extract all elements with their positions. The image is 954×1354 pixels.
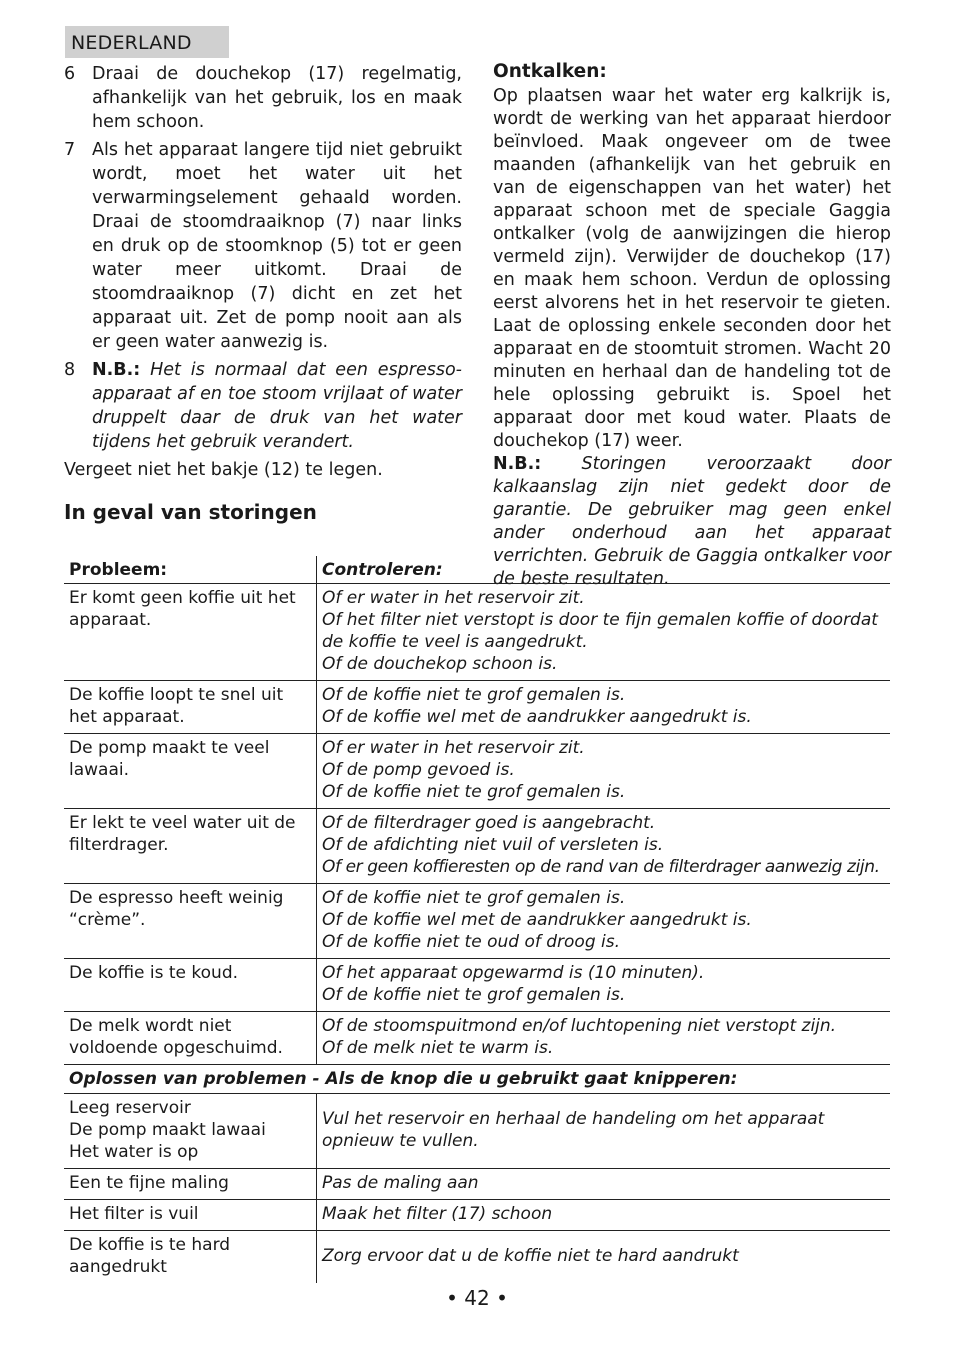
problem-cell: De melk wordt niet voldoende opgeschuimd.: [64, 1012, 317, 1065]
check-line: Of de douchekop schoon is.: [322, 654, 558, 674]
check-line: Of de koffie niet te oud of droog is.: [322, 932, 620, 952]
note-text: Storingen veroorzaakt door kalkaanslag zijn niet gedekt door de garantie. De gebruiker mag geen enkel ander onderhoud aan het apparaat verrichten. Gebruik de Gaggia ontkalker voor de beste resultaten.: [493, 454, 891, 589]
check-cell: [317, 584, 891, 681]
problem-line: Het water is op: [69, 1142, 199, 1162]
left-column: [64, 62, 462, 482]
note-label: N.B.:: [493, 454, 542, 474]
item-number: 6: [64, 64, 76, 84]
item-text: Als het apparaat langere tijd niet gebruikt wordt, moet het water uit het verwarmingselement gehaald worden. Draai de stoomdraaiknop (7) naar links en druk op de stoomknop (5) tot er geen water meer uitkomt. Draai de stoomdraaiknop (7) dicht en zet het apparaat uit. Zet de pomp nooit aan als er geen water aanwezig is.: [92, 140, 462, 352]
troubleshooting-title: In geval van storingen: [64, 500, 317, 524]
check-cell: [317, 734, 891, 809]
table-row: [64, 1200, 890, 1231]
check-line: Of de koffie niet te grof gemalen is.: [322, 685, 626, 705]
table-row: [64, 734, 890, 809]
table-row: [64, 809, 890, 884]
problem-line: Het filter is vuil: [69, 1204, 199, 1224]
note-label: N.B.:: [92, 360, 141, 380]
solution-cell: Zorg ervoor dat u de koffie niet te hard aandrukt: [322, 1246, 739, 1266]
check-cell: [317, 681, 891, 734]
descaling-heading: Ontkalken:: [493, 61, 607, 82]
problem-line: De koffie is te hard: [69, 1235, 231, 1255]
solution-cell: Pas de maling aan: [322, 1173, 479, 1193]
footer-text: Vergeet niet het bakje (12) te legen.: [64, 460, 383, 480]
check-line: Of de afdichting niet vuil of versleten is.: [322, 835, 664, 855]
solutions-header: Oplossen van problemen - Als de knop die u gebruikt gaat knipperen:: [69, 1069, 738, 1089]
problem-cell: [64, 1200, 317, 1231]
check-line: Of de koffie niet te grof gemalen is.: [322, 985, 626, 1005]
check-line: Of de pomp gevoed is.: [322, 760, 515, 780]
problem-cell: Er komt geen koffie uit het apparaat.: [64, 584, 317, 681]
check-cell: [317, 884, 891, 959]
solutions-header-row: [64, 1065, 890, 1094]
problem-line: Leeg reservoir: [69, 1098, 191, 1118]
check-line: Of er geen koffieresten op de rand van de filterdrager aanwezig zijn.: [322, 857, 880, 877]
check-cell: [317, 809, 891, 884]
item-number: 7: [64, 140, 76, 160]
check-line: Of de koffie wel met de aandrukker aangedrukt is.: [322, 910, 752, 930]
check-line: Of de stoomspuitmond en/of luchtopening niet verstopt zijn.: [322, 1016, 837, 1036]
table-row: [64, 1169, 890, 1200]
problem-cell: De pomp maakt te veel lawaai.: [64, 734, 317, 809]
check-line: Of de koffie niet te grof gemalen is.: [322, 888, 626, 908]
list-item-7: [64, 138, 462, 354]
solution-cell: Maak het filter (17) schoon: [322, 1204, 553, 1224]
problem-cell: [64, 1169, 317, 1200]
column-header-problem: Probleem:: [64, 556, 317, 584]
item-text: Het is normaal dat een espresso-apparaat af en toe stoom vrijlaat of water druppelt daar de druk van het water tijdens het gebruik verandert.: [92, 360, 462, 452]
problem-cell: De koffie loopt te snel uit het apparaat.: [64, 681, 317, 734]
problem-cell: De koffie is te koud.: [64, 959, 317, 1012]
right-column: [493, 60, 891, 591]
problem-cell: [64, 1231, 317, 1284]
check-line: Of het apparaat opgewarmd is (10 minuten).: [322, 963, 705, 983]
check-cell: [317, 1012, 891, 1065]
language-label: NEDERLAND: [65, 26, 229, 58]
column-header-check: Controleren:: [322, 560, 443, 580]
check-cell: [317, 959, 891, 1012]
problem-cell: De espresso heeft weinig “crème”.: [64, 884, 317, 959]
page-number: • 42 •: [446, 1286, 508, 1310]
problem-cell: Er lekt te veel water uit de filterdrager.: [64, 809, 317, 884]
item-text: Draai de douchekop (17) regelmatig, afhankelijk van het gebruik, los en maak hem schoon.: [92, 64, 462, 132]
check-line: Of de koffie wel met de aandrukker aangedrukt is.: [322, 707, 752, 727]
table-row: [64, 884, 890, 959]
table-row: [64, 584, 890, 681]
problem-line: De pomp maakt lawaai: [69, 1120, 266, 1140]
problem-line: aangedrukt: [69, 1257, 167, 1277]
check-line: Of het filter niet verstopt is door te fijn gemalen koffie of doordat de koffie te veel is aangedrukt.: [322, 610, 878, 652]
table-row: [64, 959, 890, 1012]
descaling-body: Op plaatsen waar het water erg kalkrijk is, wordt de werking van het apparaat hierdoor beïnvloed. Maak ongeveer om de twee maanden (afhankelijk van het gebruik en van de eigenschappen van het water) het apparaat schoon met de speciale Gaggia ontkalker (volg de aanwijzingen die hierop vermeld zijn). Verwijder de douchekop (17) en maak hem schoon. Verdun de oplossing eerst alvorens het in het reservoir te gieten. Laat de oplossing enkele seconden door het apparaat en de stoomtuit stromen. Wacht 20 minuten en herhaal dan de handeling tot de hele oplossing gebruikt is. Spoel het apparaat door met koud water. Plaats de douchekop (17) weer.: [493, 86, 891, 451]
table-row: [64, 1094, 890, 1169]
troubleshooting-table: [64, 556, 890, 1283]
solution-cell: Vul het reservoir en herhaal de handeling om het apparaat opnieuw te vullen.: [322, 1109, 825, 1151]
check-line: Of de melk niet te warm is.: [322, 1038, 554, 1058]
item-number: 8: [64, 360, 76, 380]
table-row: [64, 1231, 890, 1284]
problem-cell: [64, 1094, 317, 1169]
problem-line: Een te fijne maling: [69, 1173, 229, 1193]
table-row: [64, 1012, 890, 1065]
check-line: Of er water in het reservoir zit.: [322, 738, 585, 758]
list-item-6: [64, 62, 462, 134]
check-line: Of er water in het reservoir zit.: [322, 588, 585, 608]
check-line: Of de koffie niet te grof gemalen is.: [322, 782, 626, 802]
check-line: Of de filterdrager goed is aangebracht.: [322, 813, 656, 833]
table-row: [64, 681, 890, 734]
list-item-8: [64, 358, 462, 454]
table-header-row: [64, 556, 890, 584]
